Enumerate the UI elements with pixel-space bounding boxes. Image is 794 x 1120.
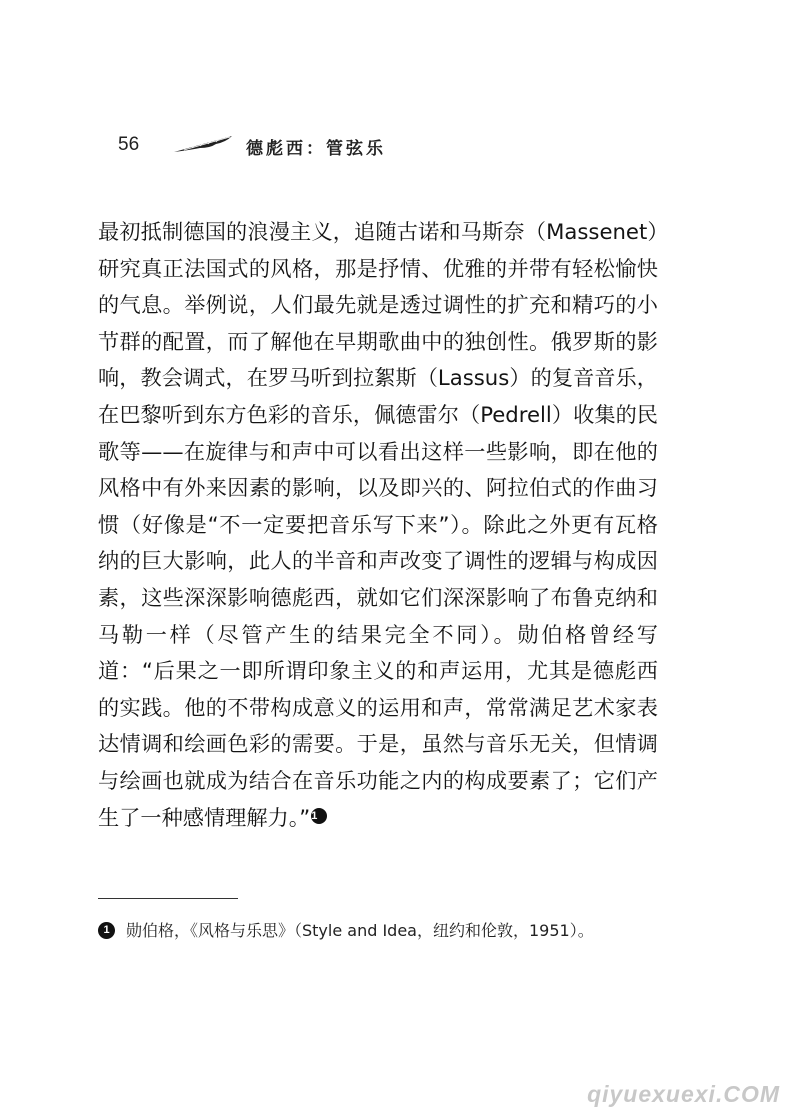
running-title: 德彪西：管弦乐 [246, 139, 386, 159]
footnote-text: 勋伯格，《风格与乐思》（Style and Idea，纽约和伦敦，1951）。 [126, 921, 594, 940]
body-text: 最初抵制德国的浪漫主义，追随古诺和马斯奈（Massenet）研究真正法国式的风格，那是抒情、优雅的并带有轻松愉快的气息。举例说，人们最先就是透过调性的扩充和精巧的小节群的配置，而了解他在早期歌曲中的独创性。俄罗斯的影响，教会调式，在罗马听到拉絮斯（Lassus）的复音音乐，在巴黎听到东方色彩的音乐，佩德雷尔（Pedrell）收集的民歌等——在旋律与和声中可以看出这样一些影响，即在他的风格中有外来因素的影响，以及即兴的、阿拉伯式的作曲习惯（好像是“不一定要把音乐写下来”）。除此之外更有瓦格纳的巨大影响，此人的半音和声改变了调性的逻辑与构成因素，这些深深影响德彪西，就如它们深深影响了布鲁克纳和马勒一样（尽管产生的结果完全不同）。勋伯格曾经写道：“后果之一即所谓印象主义的和声运用，尤其是德彪西的实践。他的不带构成意义的运用和声，常常满足艺术家表达情调和绘画色彩的需要。于是，虽然与音乐无关，但情调与绘画也就成为结合在音乐功能之内的构成要素了；它们产生了一种感情理解力。” [98, 219, 658, 830]
running-header [118, 132, 678, 162]
footnote-marker: 1 [98, 922, 115, 939]
footnote-reference[interactable]: 1 [311, 808, 327, 824]
body-paragraph [98, 214, 658, 836]
quill-icon [172, 132, 236, 158]
page-number: 56 [118, 134, 140, 155]
footnote [103, 918, 658, 944]
watermark: qiyuexuexi.COM [587, 1081, 780, 1107]
footnote-divider [98, 898, 238, 899]
